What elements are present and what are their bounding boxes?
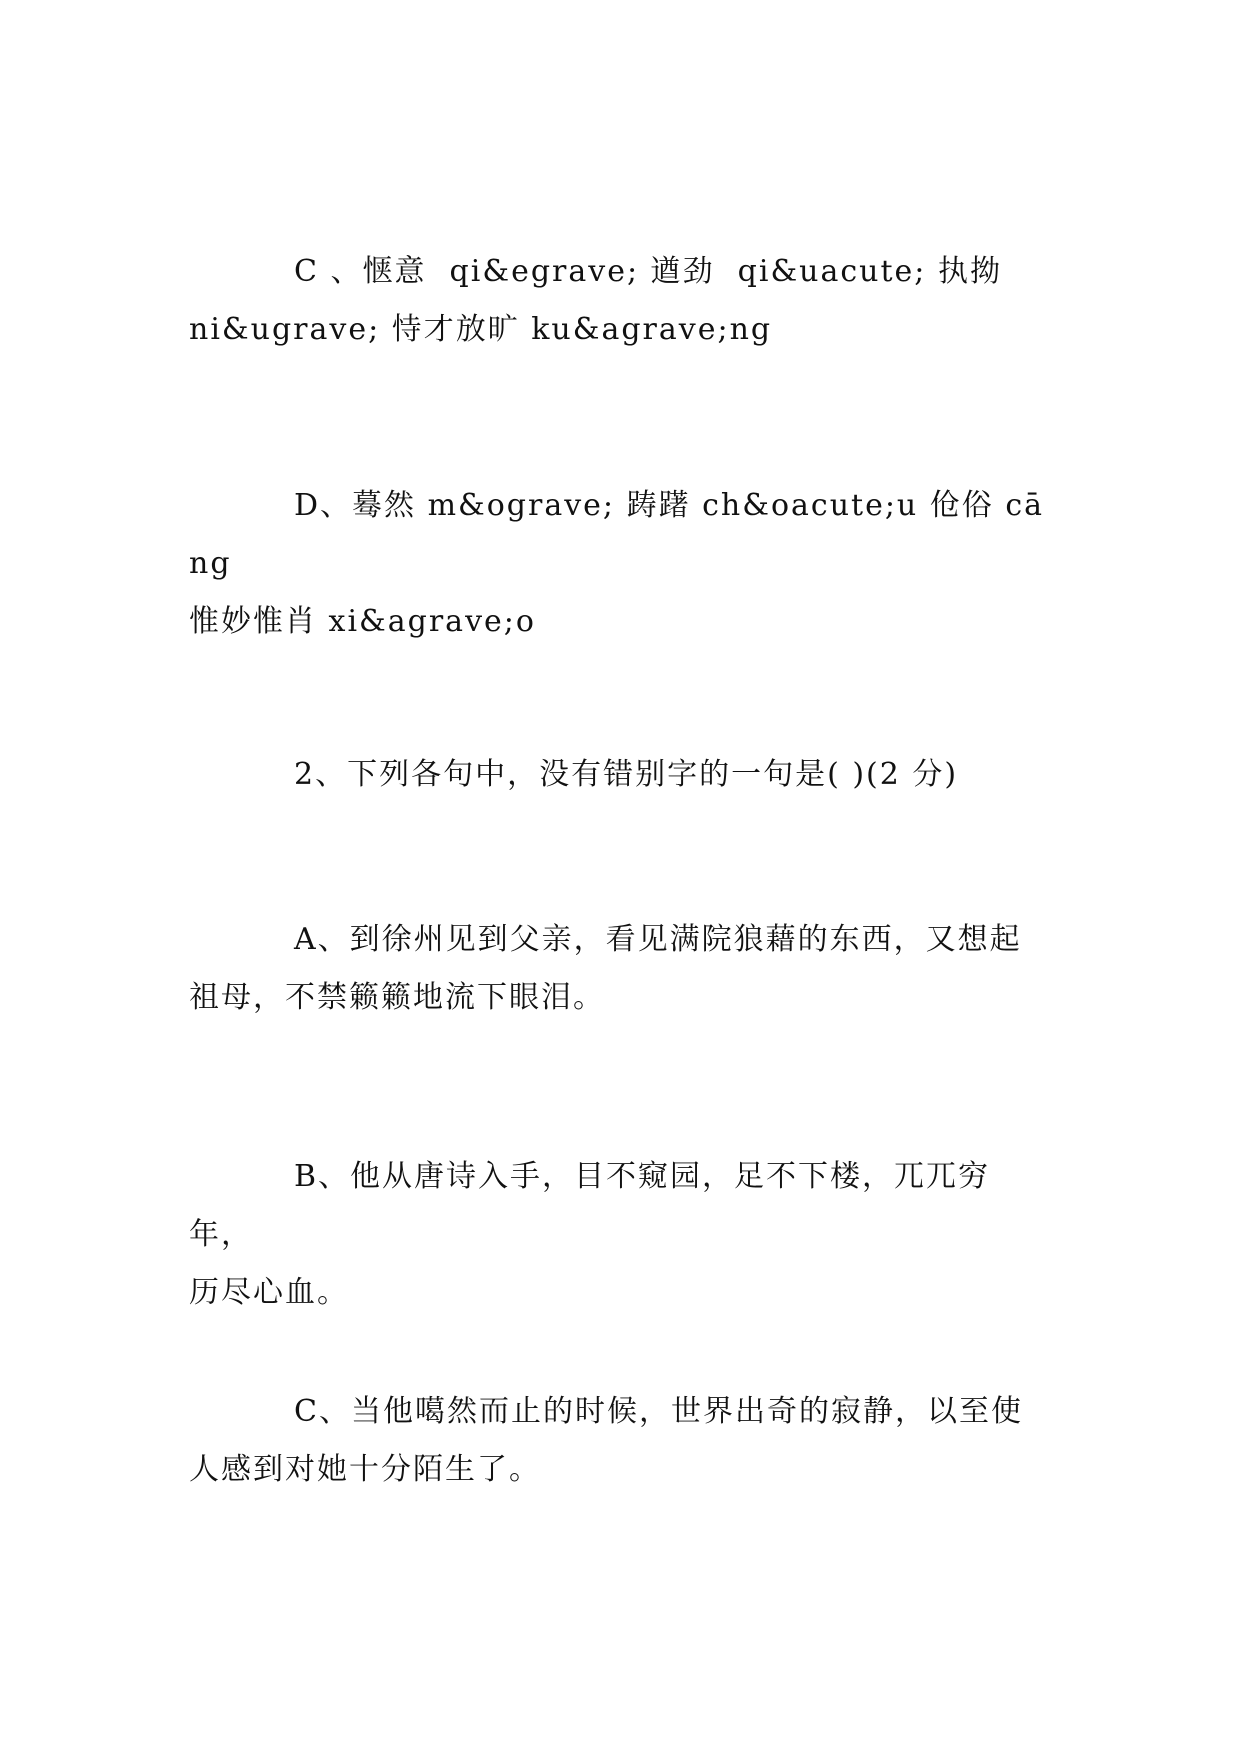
question-2 — [189, 746, 1049, 804]
option-c — [189, 1383, 1049, 1499]
option-c-pinyin — [189, 243, 1049, 359]
option-d-pinyin — [189, 477, 1049, 651]
option-a — [189, 911, 1049, 1027]
paragraph-line: D、蓦然 m&ograve; 踌躇 ch&oacute;u 伧俗 cāng — [189, 488, 1045, 581]
paragraph-line: C、当他噶然而止的时候，世界出奇的寂静，以至使 — [294, 1394, 1023, 1429]
paragraph-line: B、他从唐诗入手，目不窥园，足不下楼，兀兀穷年， — [189, 1159, 991, 1252]
paragraph-line: 祖母，不禁籁籁地流下眼泪。 — [189, 980, 605, 1015]
paragraph-line: A、到徐州见到父亲，看见满院狼藉的东西，又想起 — [294, 922, 1022, 957]
paragraph-line: 历尽心血。 — [189, 1275, 349, 1310]
question-text: 2、下列各句中，没有错别字的一句是( )(2 分) — [294, 757, 959, 792]
paragraph-line: 惟妙惟肖 xi&agrave;o — [189, 604, 536, 639]
paragraph-line: 人感到对她十分陌生了。 — [189, 1452, 541, 1487]
paragraph-line: C 、惬意 qi&egrave; 遒劲 qi&uacute; 执拗 — [294, 254, 1002, 289]
paragraph-line: ni&ugrave; 恃才放旷 ku&agrave;ng — [189, 312, 773, 347]
option-b — [189, 1148, 1049, 1322]
